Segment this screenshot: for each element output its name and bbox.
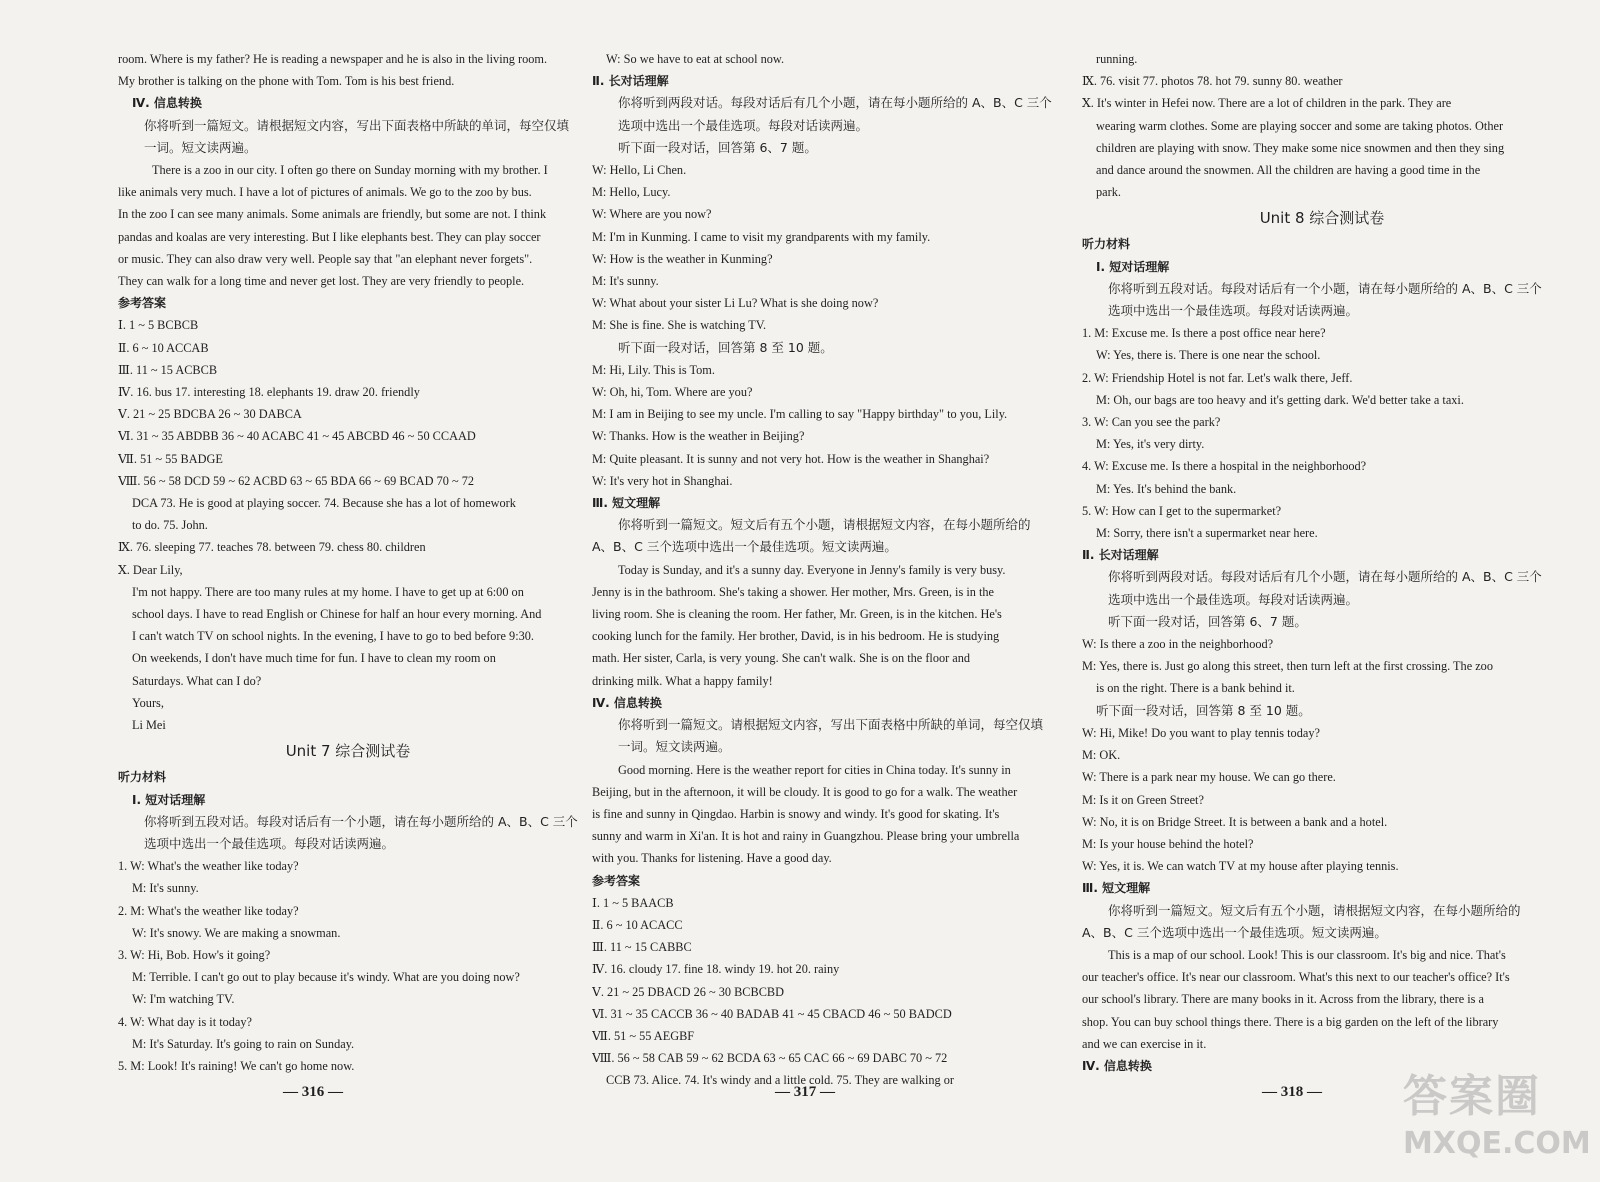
section-heading: Ⅳ. 信息转换 [1082, 1058, 1152, 1073]
instruction-line: 听下面一段对话，回答第 6、7 题。 [618, 139, 817, 155]
text-line: like animals very much. I have a lot of pictures of animals. We go to the zoo by bus. [118, 185, 532, 200]
page-number-316: — 316 — [283, 1084, 343, 1100]
dialogue-line: is on the right. There is a bank behind it. [1096, 681, 1295, 696]
dialogue-line: W: There is a park near my house. We can go there. [1082, 770, 1336, 785]
text-line: Beijing, but in the afternoon, it will be cloudy. It is good to go for a walk. The weather [592, 784, 1018, 799]
text-line: and dance around the snowmen. All the children are having a good time in the [1096, 163, 1481, 178]
answer-line: Ⅷ. 56 ~ 58 CAB 59 ~ 62 BCDA 63 ~ 65 CAC 66 ~ 69 DABC 70 ~ 72 [592, 1051, 948, 1066]
text-line: drinking milk. What a happy family! [592, 673, 773, 688]
section-heading: Ⅱ. 长对话理解 [592, 74, 669, 89]
dialogue-line: 2. M: What's the weather like today? [118, 903, 299, 918]
instruction-line: 听下面一段对话，回答第 8 至 10 题。 [618, 339, 833, 355]
section-heading: Ⅳ. 信息转换 [592, 695, 662, 710]
answer-line: Ⅶ. 51 ~ 55 AEGBF [592, 1028, 695, 1043]
answer-line: Ⅹ. Dear Lily, [118, 562, 183, 577]
answer-line: Ⅶ. 51 ~ 55 BADGE [118, 451, 223, 466]
dialogue-line: 4. W: What day is it today? [118, 1014, 252, 1029]
text-line: This is a map of our school. Look! This is our classroom. It's big and nice. That's [1108, 947, 1506, 962]
dialogue-line: M: Hi, Lily. This is Tom. [592, 362, 715, 377]
dialogue-line: M: Yes, there is. Just go along this street, then turn left at the first crossing. The zoo [1082, 659, 1493, 674]
section-heading: Ⅳ. 信息转换 [132, 96, 202, 111]
text-line: our teacher's office. It's near our classroom. What's this next to our teacher's office? It's [1082, 970, 1510, 985]
text-line: and we can exercise in it. [1082, 1036, 1207, 1051]
section-heading: Ⅱ. 长对话理解 [1082, 548, 1159, 563]
text-line: running. [1096, 52, 1138, 66]
answer-line: to do. 75. John. [132, 518, 208, 533]
dialogue-line: M: I am in Beijing to see my uncle. I'm calling to say "Happy birthday" to you, Lily. [592, 407, 1008, 422]
answer-line: Ⅲ. 11 ~ 15 ACBCB [118, 362, 218, 377]
dialogue-line: 3. W: Can you see the park? [1082, 415, 1221, 430]
answer-line: CCB 73. Alice. 74. It's windy and a little cold. 75. They are walking or [606, 1073, 954, 1088]
instruction-line: 你将听到一篇短文。请根据短文内容，写出下面表格中所缺的单词，每空仅填 [144, 117, 570, 133]
text-line: our school's library. There are many books in it. Across from the library, there is a [1082, 992, 1484, 1007]
letter-line: Saturdays. What can I do? [132, 673, 262, 688]
dialogue-line: W: What about your sister Li Lu? What is she doing now? [592, 296, 879, 311]
dialogue-line: 1. W: What's the weather like today? [118, 859, 299, 874]
instruction-line: 你将听到一篇短文。短文后有五个小题，请根据短文内容，在每小题所给的 [1108, 902, 1521, 918]
page-number-318: — 318 — [1262, 1084, 1322, 1100]
dialogue-line: W: Yes, it is. We can watch TV at my house after playing tennis. [1082, 859, 1399, 874]
text-line: Good morning. Here is the weather report for cities in China today. It's sunny in [618, 762, 1011, 777]
watermark-logo [1395, 1060, 1595, 1180]
answer-line: Ⅰ. 1 ~ 5 BCBCB [118, 318, 199, 333]
dialogue-line: M: Quite pleasant. It is sunny and not very hot. How is the weather in Shanghai? [592, 451, 990, 466]
dialogue-line: M: Yes, it's very dirty. [1096, 437, 1205, 452]
column-page-317 [592, 48, 1070, 1092]
instruction-line: 你将听到两段对话。每段对话后有几个小题，请在每小题所给的 A、B、C 三个 [1108, 569, 1542, 585]
answer-line: Ⅱ. 6 ~ 10 ACACC [592, 917, 683, 932]
unit-title: Unit 8 综合测试卷 [1259, 209, 1385, 228]
dialogue-line: M: It's Saturday. It's going to rain on Sunday. [132, 1036, 355, 1051]
section-heading: 听力材料 [118, 770, 167, 785]
answer-line: Ⅳ. 16. cloudy 17. fine 18. windy 19. hot 20. rainy [592, 962, 840, 977]
letter-line: Yours, [132, 695, 164, 710]
dialogue-line: M: It's sunny. [132, 881, 199, 896]
watermark-text-en: MXQE.COM [1403, 1126, 1591, 1161]
column-page-318 [1082, 48, 1562, 1077]
instruction-line: 你将听到两段对话。每段对话后有几个小题，请在每小题所给的 A、B、C 三个 [618, 95, 1052, 111]
dialogue-line: W: So we have to eat at school now. [606, 52, 785, 66]
answer-line: Ⅵ. 31 ~ 35 ABDBB 36 ~ 40 ACABC 41 ~ 45 ABCBD 46 ~ 50 CCAAD [118, 429, 476, 444]
text-line: My brother is talking on the phone with Tom. Tom is his best friend. [118, 74, 455, 89]
text-line: cooking lunch for the family. Her brother, David, is in his bedroom. He is studying [592, 629, 1000, 644]
dialogue-line: 1. M: Excuse me. Is there a post office near here? [1082, 326, 1326, 341]
instruction-line: 你将听到一篇短文。短文后有五个小题，请根据短文内容，在每小题所给的 [618, 517, 1031, 533]
dialogue-line: M: I'm in Kunming. I came to visit my grandparents with my family. [592, 229, 931, 244]
dialogue-line: W: Hi, Mike! Do you want to play tennis today? [1082, 725, 1320, 740]
instruction-line: 一词。短文读两遍。 [144, 139, 257, 155]
dialogue-line: 2. W: Friendship Hotel is not far. Let's walk there, Jeff. [1082, 370, 1353, 385]
dialogue-line: M: Is it on Green Street? [1082, 792, 1204, 807]
text-line: shop. You can buy school things there. There is a big garden on the left of the library [1082, 1014, 1499, 1029]
text-line: math. Her sister, Carla, is very young. She can't walk. She is on the floor and [592, 651, 971, 666]
dialogue-line: M: Hello, Lucy. [592, 185, 671, 200]
instruction-line: 你将听到一篇短文。请根据短文内容，写出下面表格中所缺的单词，每空仅填 [618, 717, 1044, 733]
answer-key-heading: 参考答案 [118, 296, 167, 311]
dialogue-line: M: Yes. It's behind the bank. [1096, 481, 1237, 496]
text-line: living room. She is cleaning the room. Her father, Mr. Green, is in the kitchen. He's [592, 607, 1002, 622]
answer-line: Ⅸ. 76. visit 77. photos 78. hot 79. sunny 80. weather [1082, 74, 1343, 89]
dialogue-line: M: Terrible. I can't go out to play because it's windy. What are you doing now? [132, 970, 520, 985]
dialogue-line: 4. W: Excuse me. Is there a hospital in the neighborhood? [1082, 459, 1367, 474]
answer-line: Ⅷ. 56 ~ 58 DCD 59 ~ 62 ACBD 63 ~ 65 BDA 66 ~ 69 BCAD 70 ~ 72 [118, 473, 474, 488]
letter-line: I'm not happy. There are too many rules at my home. I have to get up at 6:00 on [132, 584, 524, 599]
dialogue-line: W: It's very hot in Shanghai. [592, 473, 733, 488]
dialogue-line: W: It's snowy. We are making a snowman. [132, 925, 341, 940]
section-heading: Ⅰ. 短对话理解 [1096, 259, 1170, 274]
unit-title: Unit 7 综合测试卷 [285, 742, 411, 761]
dialogue-line: M: It's sunny. [592, 274, 659, 289]
answer-line: DCA 73. He is good at playing soccer. 74. Because she has a lot of homework [132, 496, 516, 511]
dialogue-line: 5. W: How can I get to the supermarket? [1082, 503, 1282, 518]
answer-line: Ⅳ. 16. bus 17. interesting 18. elephants 19. draw 20. friendly [118, 385, 420, 400]
dialogue-line: W: Hello, Li Chen. [592, 163, 687, 178]
page-number-317: — 317 — [775, 1084, 835, 1100]
watermark-text-cn: 答案圈 [1403, 1071, 1541, 1122]
text-line: park. [1096, 185, 1121, 200]
answer-line: Ⅱ. 6 ~ 10 ACCAB [118, 340, 209, 355]
instruction-line: 选项中选出一个最佳选项。每段对话读两遍。 [144, 835, 395, 851]
dialogue-line: W: Where are you now? [592, 207, 712, 222]
dialogue-line: M: Is your house behind the hotel? [1082, 836, 1254, 851]
instruction-line: 听下面一段对话，回答第 6、7 题。 [1108, 613, 1307, 629]
answer-line: Ⅵ. 31 ~ 35 CACCB 36 ~ 40 BADAB 41 ~ 45 CBACD 46 ~ 50 BADCD [592, 1006, 952, 1021]
instruction-line: 听下面一段对话，回答第 8 至 10 题。 [1096, 702, 1311, 718]
text-line: room. Where is my father? He is reading a newspaper and he is also in the living room. [118, 52, 548, 66]
letter-line: school days. I have to read English or Chinese for half an hour every morning. And [132, 607, 542, 622]
dialogue-line: W: No, it is on Bridge Street. It is between a bank and a hotel. [1082, 814, 1388, 829]
dialogue-line: M: Oh, our bags are too heavy and it's getting dark. We'd better take a taxi. [1096, 392, 1464, 407]
answer-line: Ⅴ. 21 ~ 25 BDCBA 26 ~ 30 DABCA [118, 407, 302, 422]
instruction-line: A、B、C 三个选项中选出一个最佳选项。短文读两遍。 [592, 539, 897, 555]
text-line: wearing warm clothes. Some are playing soccer and some are taking photos. Other [1096, 118, 1504, 133]
text-line: Today is Sunday, and it's a sunny day. Everyone in Jenny's family is very busy. [618, 562, 1006, 577]
text-line: is fine and sunny in Qingdao. Harbin is snowy and windy. It's good for skating. It's [592, 806, 1000, 821]
instruction-line: 你将听到五段对话。每段对话后有一个小题，请在每小题所给的 A、B、C 三个 [144, 813, 578, 829]
dialogue-line: W: How is the weather in Kunming? [592, 251, 773, 266]
dialogue-line: W: I'm watching TV. [132, 992, 235, 1007]
text-line: children are playing with snow. They make some nice snowmen and then they sing [1096, 140, 1505, 155]
dialogue-line: W: Yes, there is. There is one near the school. [1096, 348, 1321, 363]
text-line: They can walk for a long time and never get lost. They are very friendly to people. [118, 274, 525, 289]
dialogue-line: 3. W: Hi, Bob. How's it going? [118, 947, 271, 962]
answer-line: Ⅸ. 76. sleeping 77. teaches 78. between 79. chess 80. children [118, 540, 426, 555]
instruction-line: 选项中选出一个最佳选项。每段对话读两遍。 [1108, 591, 1359, 607]
text-line: or music. They can also draw very well. People say that "an elephant never forgets". [118, 251, 533, 266]
column-page-316 [118, 48, 578, 1077]
text-line: pandas and koalas are very interesting. But I like elephants best. They can play soccer [118, 229, 541, 244]
text-line: Ⅹ. It's winter in Hefei now. There are a lot of children in the park. They are [1082, 96, 1452, 111]
dialogue-line: W: Thanks. How is the weather in Beijing? [592, 429, 805, 444]
answer-line: Ⅲ. 11 ~ 15 CABBC [592, 940, 692, 955]
instruction-line: A、B、C 三个选项中选出一个最佳选项。短文读两遍。 [1082, 924, 1387, 940]
letter-line: Li Mei [132, 718, 166, 733]
dialogue-line: W: Is there a zoo in the neighborhood? [1082, 637, 1274, 652]
dialogue-line: M: She is fine. She is watching TV. [592, 318, 767, 333]
answer-key-heading: 参考答案 [592, 873, 641, 888]
text-line: Jenny is in the bathroom. She's taking a shower. Her mother, Mrs. Green, is in the [592, 584, 994, 599]
text-line: sunny and warm in Xi'an. It is hot and rainy in Guangzhou. Please bring your umbrella [592, 829, 1020, 844]
letter-line: I can't watch TV on school nights. In the evening, I have to go to bed before 9:30. [132, 629, 534, 644]
section-heading: Ⅲ. 短文理解 [1082, 881, 1151, 896]
dialogue-line: M: Sorry, there isn't a supermarket near here. [1096, 526, 1318, 541]
text-line: with you. Thanks for listening. Have a good day. [592, 851, 832, 866]
letter-line: On weekends, I don't have much time for fun. I have to clean my room on [132, 651, 496, 666]
instruction-line: 选项中选出一个最佳选项。每段对话读两遍。 [1108, 303, 1359, 319]
answer-line: Ⅴ. 21 ~ 25 DBACD 26 ~ 30 BCBCBD [592, 984, 784, 999]
section-heading: Ⅰ. 短对话理解 [132, 792, 206, 807]
dialogue-line: W: Oh, hi, Tom. Where are you? [592, 385, 753, 400]
dialogue-line: 5. M: Look! It's raining! We can't go home now. [118, 1058, 355, 1073]
text-line: In the zoo I can see many animals. Some animals are friendly, but some are not. I think [118, 207, 547, 222]
dialogue-line: M: OK. [1082, 748, 1121, 763]
text-line: There is a zoo in our city. I often go there on Sunday morning with my brother. I [152, 163, 548, 178]
instruction-line: 你将听到五段对话。每段对话后有一个小题，请在每小题所给的 A、B、C 三个 [1108, 280, 1542, 296]
instruction-line: 一词。短文读两遍。 [618, 739, 731, 755]
section-heading: 听力材料 [1082, 237, 1131, 252]
instruction-line: 选项中选出一个最佳选项。每段对话读两遍。 [618, 117, 869, 133]
section-heading: Ⅲ. 短文理解 [592, 496, 661, 511]
answer-line: Ⅰ. 1 ~ 5 BAACB [592, 895, 674, 910]
